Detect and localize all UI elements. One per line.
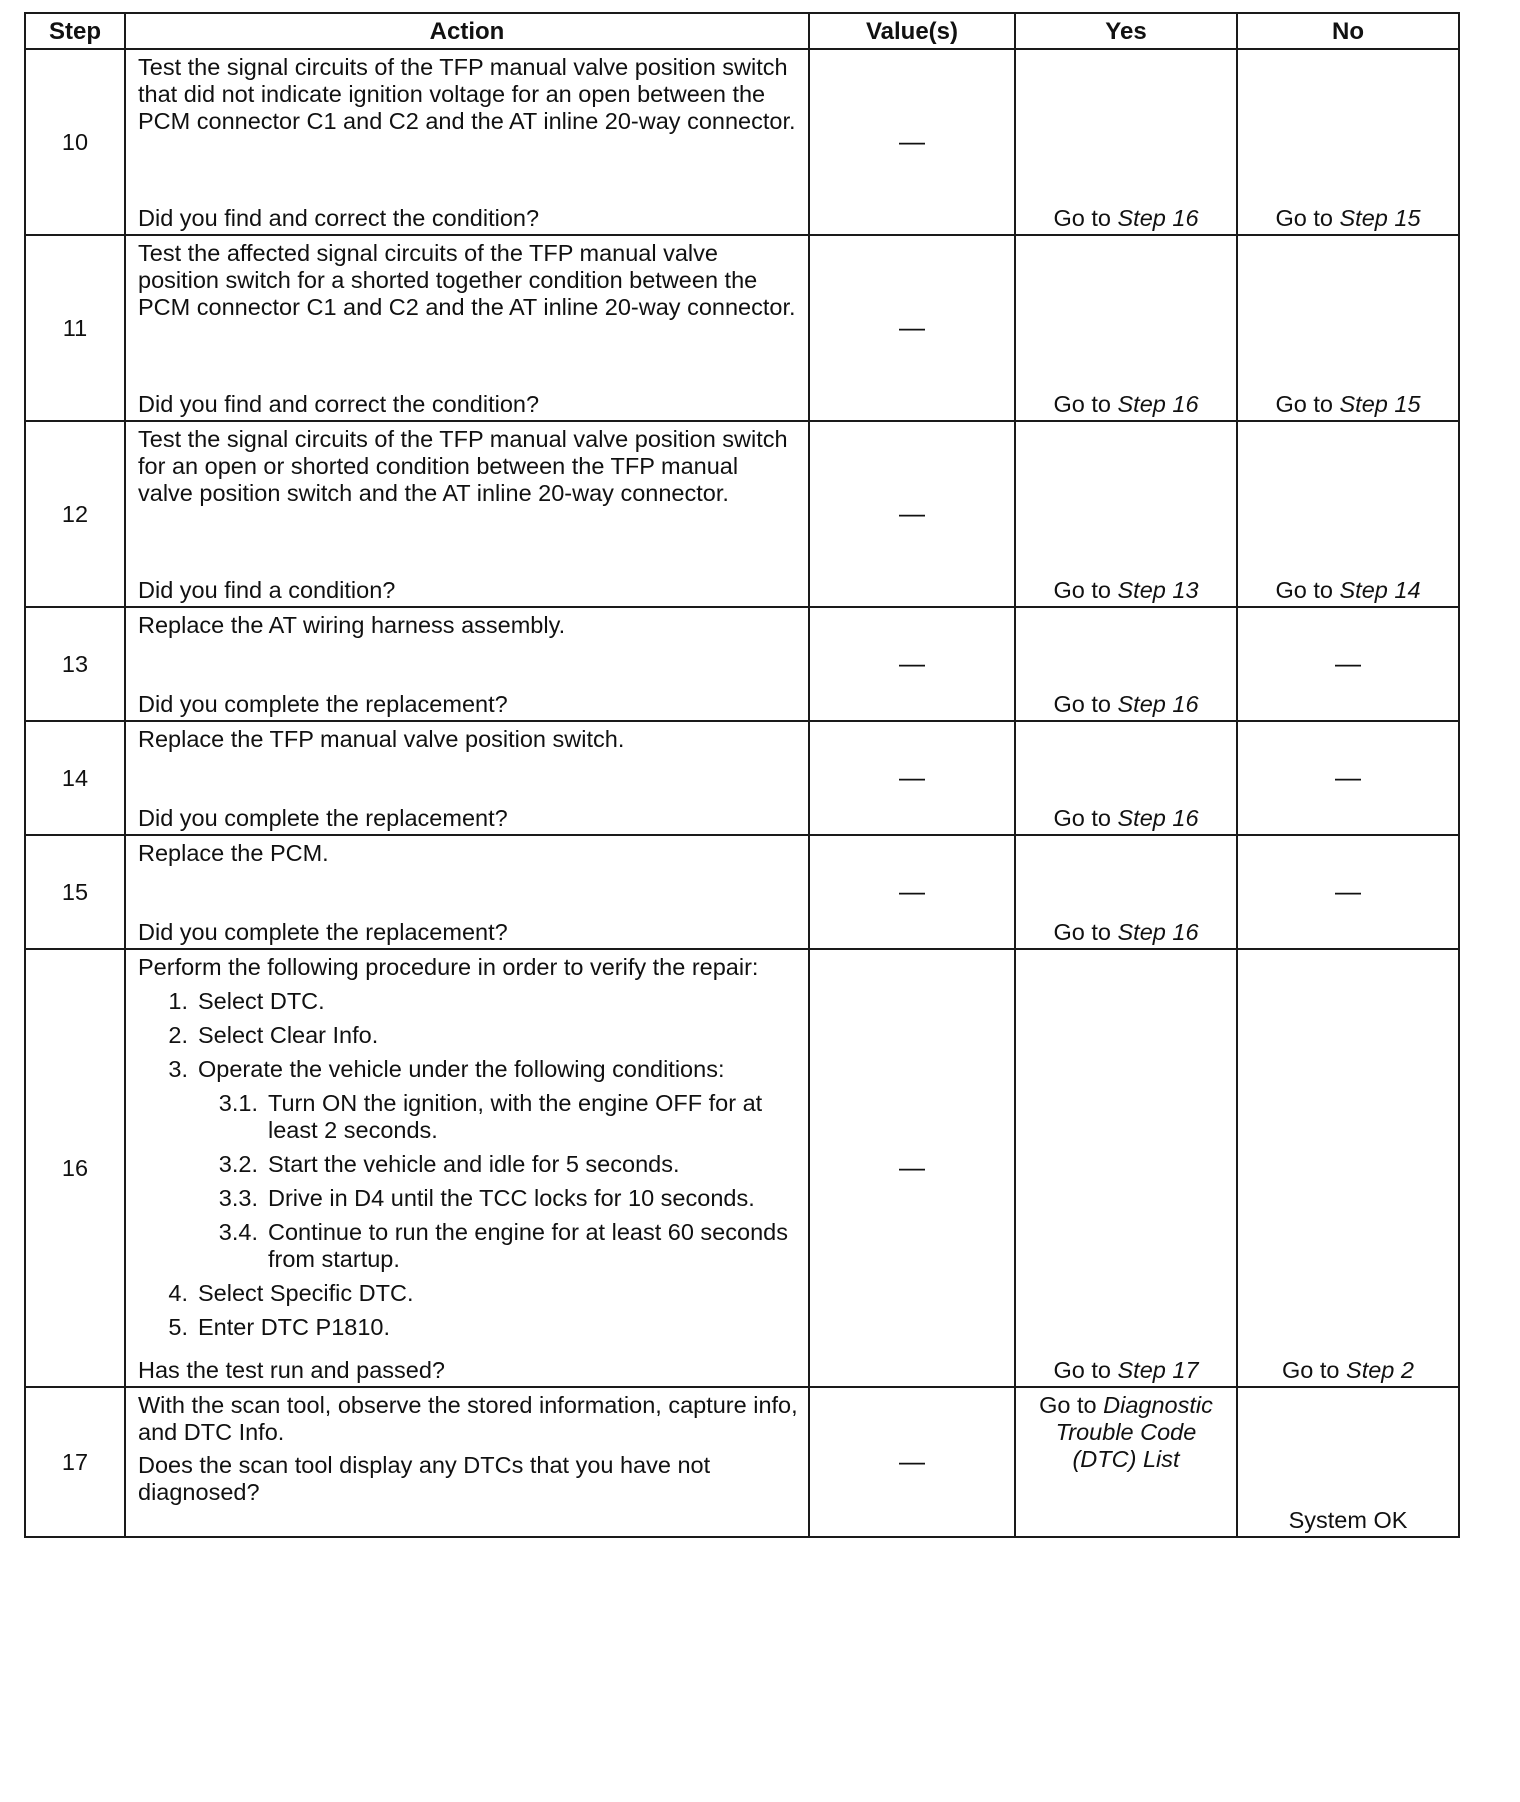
value-cell (809, 235, 1015, 421)
header-action: Action (125, 13, 809, 49)
step-number: 16 (25, 949, 125, 1387)
diagnostic-table (24, 12, 1460, 1538)
no-result: System OK (1288, 1507, 1408, 1533)
procedure-step: 3. Operate the vehicle under the following conditions: (168, 1056, 725, 1082)
no-cell (1237, 835, 1459, 949)
value-dash: — (899, 1446, 925, 1476)
procedure-substep: 3.2. Start the vehicle and idle for 5 seconds. (218, 1151, 680, 1177)
value-cell (809, 949, 1015, 1387)
step-number: 17 (25, 1387, 125, 1537)
procedure-step: 2. Select Clear Info. (168, 1022, 379, 1048)
no-goto: Go to Step 15 (1275, 205, 1421, 231)
action-cell (125, 607, 809, 721)
yes-goto: Go to Step 17 (1053, 1357, 1199, 1383)
yes-goto: Go to Step 16 (1053, 691, 1199, 717)
yes-goto: Go to Step 16 (1053, 805, 1199, 831)
value-cell (809, 721, 1015, 835)
no-cell (1237, 1387, 1459, 1537)
header-step: Step (25, 13, 125, 49)
procedure-substep: 3.3. Drive in D4 until the TCC locks for 10 seconds. (218, 1185, 755, 1211)
action-question: Did you find and correct the condition? (138, 205, 540, 231)
value-dash: — (899, 762, 925, 792)
action-question: Did you find and correct the condition? (138, 391, 540, 417)
no-cell (1237, 949, 1459, 1387)
value-cell (809, 1387, 1015, 1537)
no-cell (1237, 721, 1459, 835)
yes-cell (1015, 721, 1237, 835)
no-goto: Go to Step 15 (1275, 391, 1421, 417)
table-header-row (25, 13, 1459, 49)
action-question: Did you complete the replacement? (138, 919, 508, 945)
action-question: Does the scan tool display any DTCs that you have not diagnosed? (138, 1452, 711, 1505)
yes-cell (1015, 235, 1237, 421)
procedure-step: 5. Enter DTC P1810. (168, 1314, 391, 1340)
procedure-step: 4. Select Specific DTC. (168, 1280, 414, 1306)
no-cell (1237, 235, 1459, 421)
value-cell (809, 835, 1015, 949)
value-dash: — (899, 648, 925, 678)
action-question: Did you complete the replacement? (138, 691, 508, 717)
yes-goto: Go to Step 16 (1053, 919, 1199, 945)
no-dash: — (1335, 762, 1361, 792)
table-row (25, 721, 1459, 835)
action-text: Perform the following procedure in order to verify the repair: (138, 954, 759, 980)
value-dash: — (899, 312, 925, 342)
no-goto: Go to Step 2 (1282, 1357, 1414, 1383)
action-cell (125, 49, 809, 235)
no-cell (1237, 49, 1459, 235)
yes-goto: Go to Diagnostic Trouble Code (DTC) List (1039, 1392, 1213, 1472)
action-cell (125, 421, 809, 607)
yes-cell (1015, 49, 1237, 235)
action-text: With the scan tool, observe the stored information, capture info, and DTC Info. (138, 1392, 798, 1445)
action-question: Did you complete the replacement? (138, 805, 508, 831)
value-dash: — (899, 876, 925, 906)
step-number: 14 (25, 721, 125, 835)
procedure-step: 1. Select DTC. (168, 988, 325, 1014)
no-cell (1237, 421, 1459, 607)
no-goto: Go to Step 14 (1275, 577, 1421, 603)
yes-goto: Go to Step 16 (1053, 391, 1199, 417)
action-cell (125, 235, 809, 421)
yes-cell (1015, 421, 1237, 607)
action-text: Test the signal circuits of the TFP manual valve position switch that did not indicate ignition voltage for an open between the PCM connector C1 and C2 and the AT inline 20-way connector. (138, 54, 796, 134)
value-cell (809, 607, 1015, 721)
table-row (25, 949, 1459, 1387)
procedure-substep: 3.4. Continue to run the engine for at least 60 seconds from startup. (218, 1219, 788, 1272)
value-dash: — (899, 126, 925, 156)
no-cell (1237, 607, 1459, 721)
value-cell (809, 49, 1015, 235)
table-row (25, 835, 1459, 949)
yes-cell (1015, 949, 1237, 1387)
step-number: 11 (25, 235, 125, 421)
step-number: 13 (25, 607, 125, 721)
yes-goto: Go to Step 16 (1053, 205, 1199, 231)
no-dash: — (1335, 876, 1361, 906)
action-text: Test the signal circuits of the TFP manual valve position switch for an open or shorted condition between the TFP manual valve position switch and the AT inline 20-way connector. (138, 426, 788, 506)
action-text: Replace the PCM. (138, 840, 329, 866)
value-cell (809, 421, 1015, 607)
step-number: 15 (25, 835, 125, 949)
action-text: Replace the AT wiring harness assembly. (138, 612, 566, 638)
value-dash: — (899, 498, 925, 528)
procedure-list (138, 988, 798, 1341)
header-values: Value(s) (809, 13, 1015, 49)
action-cell (125, 949, 809, 1387)
action-text: Test the affected signal circuits of the TFP manual valve position switch for a shorted together condition between the PCM connector C1 and C2 and the AT inline 20-way connector. (138, 240, 796, 320)
action-cell (125, 721, 809, 835)
yes-goto: Go to Step 13 (1053, 577, 1199, 603)
action-question: Has the test run and passed? (138, 1357, 446, 1383)
yes-cell (1015, 607, 1237, 721)
value-dash: — (899, 1152, 925, 1182)
header-no: No (1237, 13, 1459, 49)
header-yes: Yes (1015, 13, 1237, 49)
step-number: 10 (25, 49, 125, 235)
table-row (25, 49, 1459, 235)
action-question: Did you find a condition? (138, 577, 396, 603)
yes-cell (1015, 1387, 1237, 1537)
step-number: 12 (25, 421, 125, 607)
table-row (25, 607, 1459, 721)
action-cell (125, 835, 809, 949)
table-row (25, 1387, 1459, 1537)
action-text: Replace the TFP manual valve position switch. (138, 726, 625, 752)
action-cell (125, 1387, 809, 1537)
yes-cell (1015, 835, 1237, 949)
no-dash: — (1335, 648, 1361, 678)
procedure-substep: 3.1. Turn ON the ignition, with the engine OFF for at least 2 seconds. (218, 1090, 763, 1143)
table-row (25, 235, 1459, 421)
table-row (25, 421, 1459, 607)
